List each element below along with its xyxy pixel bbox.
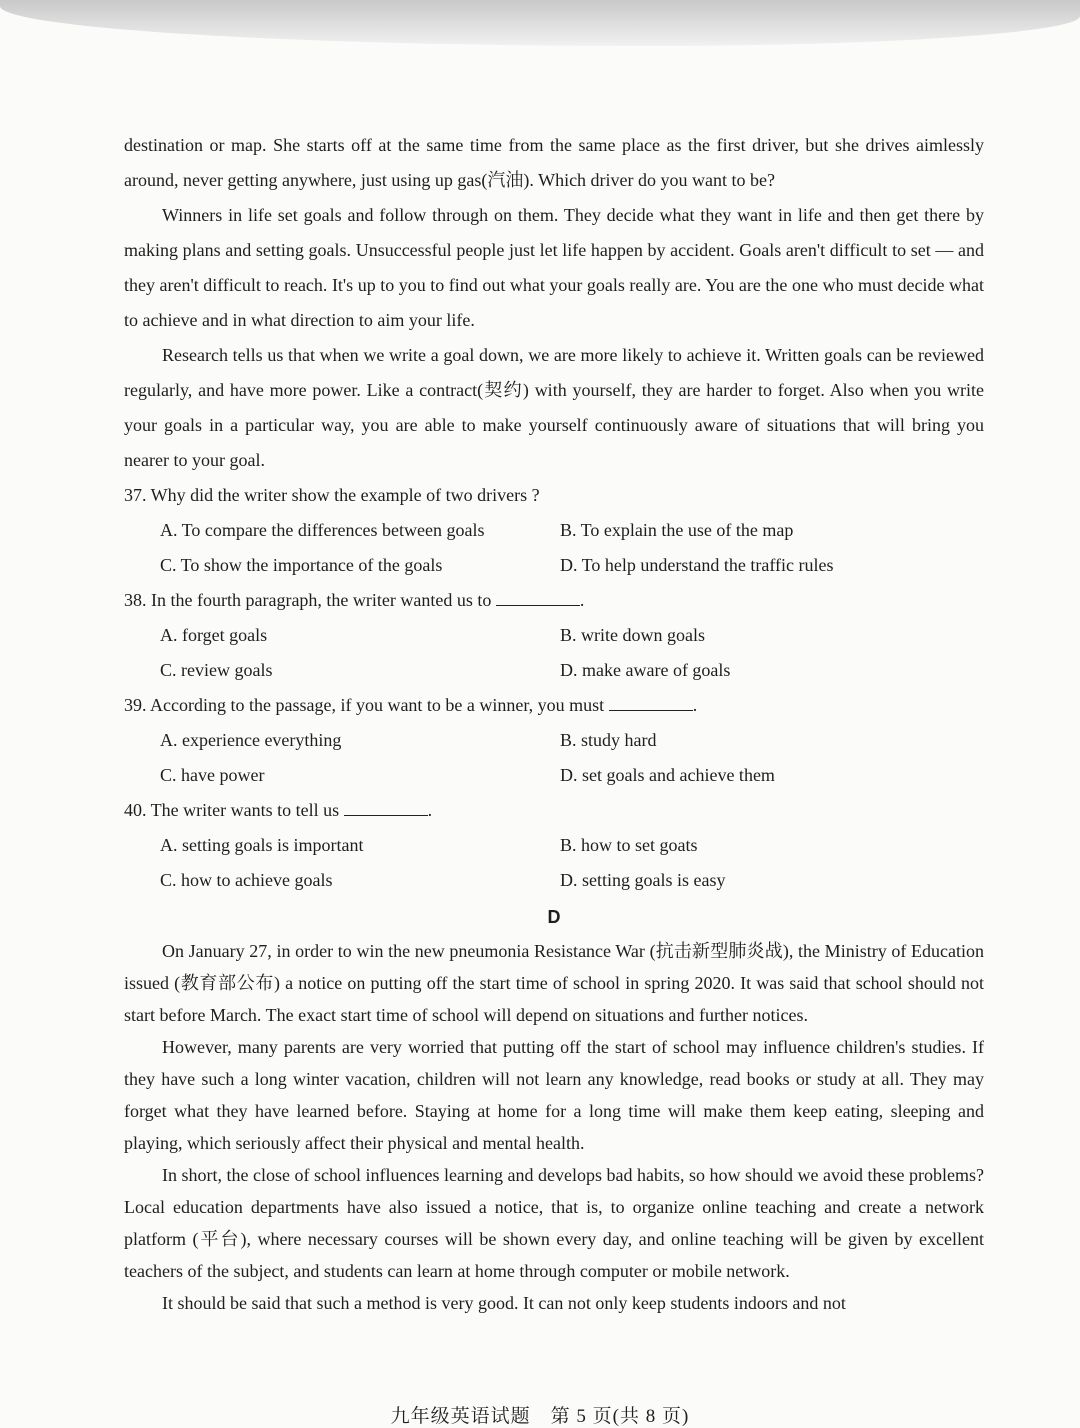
option-b: B. write down goals: [560, 625, 705, 645]
paragraph-continued: destination or map. She starts off at the same time from the same place as the first driver, but she drives aimlessly around, never getting anywhere, just using up gas(汽油). Which driver do you want to be?: [124, 135, 984, 190]
page-footer: 九年级英语试题 第 5 页(共 8 页): [390, 1406, 690, 1427]
question-stem: [124, 793, 984, 828]
question-stem-text: 39. According to the passage, if you want to be a winner, you must: [124, 695, 605, 715]
question-38: [124, 583, 984, 688]
page-content: [124, 128, 984, 1319]
option-d: D. To help understand the traffic rules: [560, 555, 834, 575]
option-b: B. study hard: [560, 730, 657, 750]
question-tail: .: [579, 590, 585, 610]
options: [124, 723, 984, 793]
options: [124, 513, 984, 583]
paragraph-research: Research tells us that when we write a goal down, we are more likely to achieve it. Written goals can be reviewed regularly, and have more power. Like a contract(契约) with yourself, they are harder to forget. Also when you write your goals in a particular way, you are able to make yourself continuously aware of situations that will bring you nearer to your goal.: [124, 345, 984, 470]
section-d-paragraph: However, many parents are very worried that putting off the start of school may influence children's studies. If they have such a long winter vacation, children will not learn any knowledge, read books or study at all. They may forget what they have learned before. Staying at home for a long time will make them keep eating, sleeping and playing, which seriously affect their physical and mental health.: [124, 1037, 984, 1153]
question-stem: [124, 583, 984, 618]
option-a: A. forget goals: [160, 625, 268, 645]
paragraph-winners: Winners in life set goals and follow through on them. They decide what they want in life and then get there by making plans and setting goals. Unsuccessful people just let life happen by accident. Goals aren't difficult to set — and they aren't difficult to reach. It's up to you to find out what your goals really are. You are the one who must decide what to achieve and in what direction to aim your life.: [124, 205, 984, 330]
answer-blank: [344, 797, 428, 816]
question-stem-text: 40. The writer wants to tell us: [124, 800, 340, 820]
question-stem: [124, 688, 984, 723]
question-stem-text: 38. In the fourth paragraph, the writer wanted us to: [124, 590, 492, 610]
option-a: A. To compare the differences between goals: [160, 520, 485, 540]
option-b: B. To explain the use of the map: [560, 520, 794, 540]
option-c: C. review goals: [160, 660, 273, 680]
option-d: D. set goals and achieve them: [560, 765, 775, 785]
answer-blank: [609, 692, 693, 711]
option-a: A. experience everything: [160, 730, 342, 750]
question-tail: .: [427, 800, 433, 820]
question-39: [124, 688, 984, 793]
question-37: [124, 478, 984, 583]
section-d-paragraph: On January 27, in order to win the new pneumonia Resistance War (抗击新型肺炎战), the Ministry of Education issued (教育部公布) a notice on putting off the start time of school in spring 2020. It was said that school should not start before March. The exact start time of school will depend on situations and further notices.: [124, 941, 984, 1025]
option-c: C. To show the importance of the goals: [160, 555, 443, 575]
options: [124, 618, 984, 688]
option-c: C. have power: [160, 765, 265, 785]
question-40: [124, 793, 984, 898]
option-b: B. how to set goats: [560, 835, 698, 855]
option-d: D. setting goals is easy: [560, 870, 726, 890]
question-tail: .: [692, 695, 698, 715]
option-a: A. setting goals is important: [160, 835, 364, 855]
section-d-paragraph: In short, the close of school influences learning and develops bad habits, so how should we avoid these problems? Local education departments have also issued a notice, that is, to organize online teaching and create a network platform (平台), where necessary courses will be shown every day, and online teaching will be given by excellent teachers of the subject, and students can learn at home through computer or mobile network.: [124, 1165, 984, 1281]
question-stem: 37. Why did the writer show the example of two drivers ?: [124, 485, 540, 505]
options: [124, 828, 984, 898]
option-c: C. how to achieve goals: [160, 870, 333, 890]
page-shadow: [0, 0, 1080, 46]
section-title: D: [547, 907, 561, 927]
section-d-paragraph: It should be said that such a method is very good. It can not only keep students indoors and not: [162, 1293, 846, 1313]
option-d: D. make aware of goals: [560, 660, 731, 680]
answer-blank: [496, 587, 580, 606]
